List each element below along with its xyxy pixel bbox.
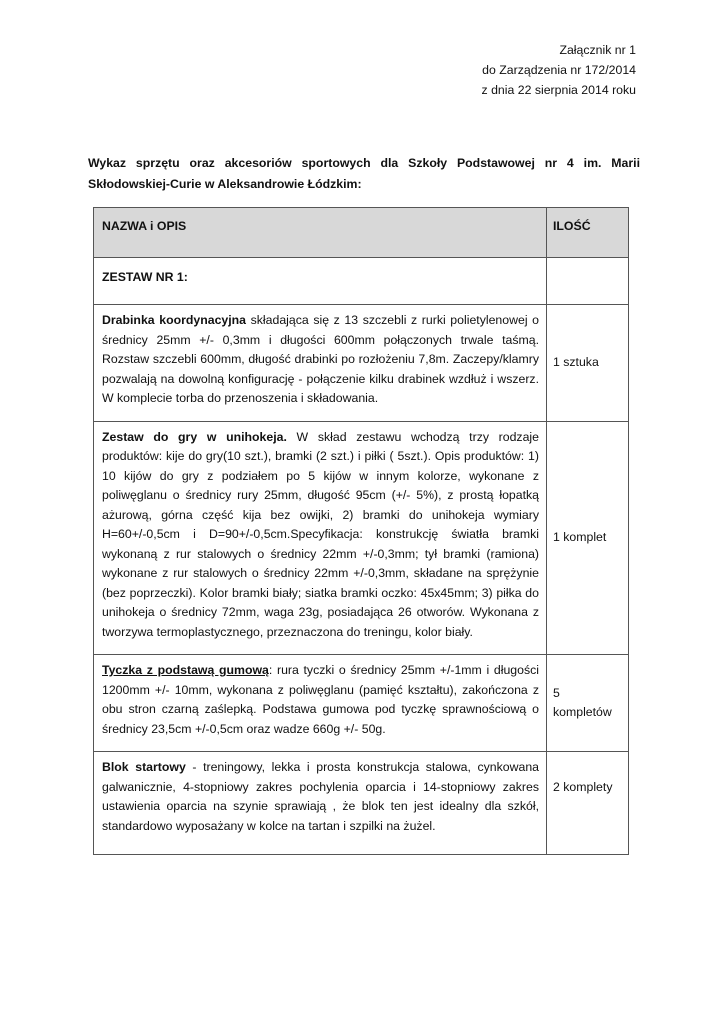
- column-header-quantity: ILOŚĆ: [547, 208, 629, 258]
- item-name: Zestaw do gry w unihokeja.: [102, 429, 287, 444]
- table-header-row: [94, 208, 629, 258]
- table-row: [94, 305, 629, 422]
- item-name: Drabinka koordynacyjna: [102, 313, 247, 327]
- item-quantity: 5 kompletów: [547, 655, 629, 752]
- equipment-table: [93, 207, 629, 855]
- document-title: Wykaz sprzętu oraz akcesoriów sportowych dla Szkoły Podstawowej nr 4 im. Marii Skłodowskiej-Curie w Aleksandrowie Łódzkim:: [88, 156, 640, 191]
- item-name: Tyczka z podstawą gumową: [102, 663, 269, 677]
- attachment-header: [482, 40, 637, 100]
- column-header-name: NAZWA i OPIS: [94, 208, 547, 258]
- set-label: ZESTAW NR 1:: [94, 258, 547, 305]
- item-name: Blok startowy: [102, 760, 186, 774]
- table-row: [94, 655, 629, 752]
- item-description: składająca się z 13 szczebli z rurki polietylenowej o średnicy 25mm +/- 0,3mm i długości 600mm połączonych trwale taśmą. Rozstaw szczebli 600mm, długość drabinki po rozłożeniu 7,8m. Zaczepy/klamry pozwalają na dowolną konfigurację - połączenie kilku drabinek wzdłuż i wszerz. W komplecie torba do przenoszenia i składowania.: [102, 313, 539, 405]
- item-description-cell: [94, 655, 547, 752]
- attachment-number: Załącznik nr 1: [559, 43, 636, 57]
- regulation-date: z dnia 22 sierpnia 2014 roku: [481, 83, 636, 97]
- item-quantity: 1 sztuka: [547, 305, 629, 422]
- set-quantity-cell: [547, 258, 629, 305]
- item-quantity: 2 komplety: [547, 752, 629, 855]
- item-description: - treningowy, lekka i prosta konstrukcja stalowa, cynkowana galwanicznie, 4-stopniowy zakres pochylenia oparcia i 14-stopniowy zakres ustawienia oparcia na szynie sprawiają , że blok ten jest idealny dla szkół, standardowo wyposażany w kolce na tartan i szpilki na żużel.: [102, 760, 539, 833]
- item-description: W skład zestawu wchodzą trzy rodzaje produktów: kije do gry(10 szt.), bramki (2 szt.) i piłki ( 5szt.). Opis produktów: 1) 10 kijów do gry z podziałem po 5 kijów w innym kolorze, wykonane z poliwęglanu o średnicy rury 25mm, długość 95cm (+/- 5%), z prostą łopatką ażurową, górna część kija bez owijki, 2) bramki do unihokeja wymiary H=60+/-0,5cm i D=90+/-0,5cm.Specyfikacja: konstrukcję światła bramki wykonaną z rur stalowych o średnicy 22mm +/-0,3mm; tył bramki (ramiona) wykonane z rur stalowych o średnicy 22mm +/-0,3mm, składane na sprężynie (bez poprzeczki). Kolor bramki biały; siatka bramki oczko: 45x45mm; 3) piłka do unihokeja o średnicy 72mm, waga 23g, posiadająca 26 otworów. Wykonana z tworzywa termoplastycznego, przeznaczona do treningu, kolor biały.: [102, 429, 539, 639]
- item-description-cell: [94, 305, 547, 422]
- set-row: [94, 258, 629, 305]
- item-quantity: 1 komplet: [547, 421, 629, 655]
- item-description-cell: [94, 752, 547, 855]
- table-row: [94, 421, 629, 655]
- item-description: : rura tyczki o średnicy 25mm +/-1mm i długości 1200mm +/- 10mm, wykonana z poliwęglanu (pamięć kształtu), zakończona z obu stron czarną zaślepką. Podstawa gumowa pod tyczkę sprawnościową o średnicy 23,5cm +/-0,5cm oraz wadze 660g +/- 50g.: [102, 663, 539, 736]
- item-description-cell: [94, 421, 547, 655]
- table-row: [94, 752, 629, 855]
- regulation-reference: do Zarządzenia nr 172/2014: [482, 63, 636, 77]
